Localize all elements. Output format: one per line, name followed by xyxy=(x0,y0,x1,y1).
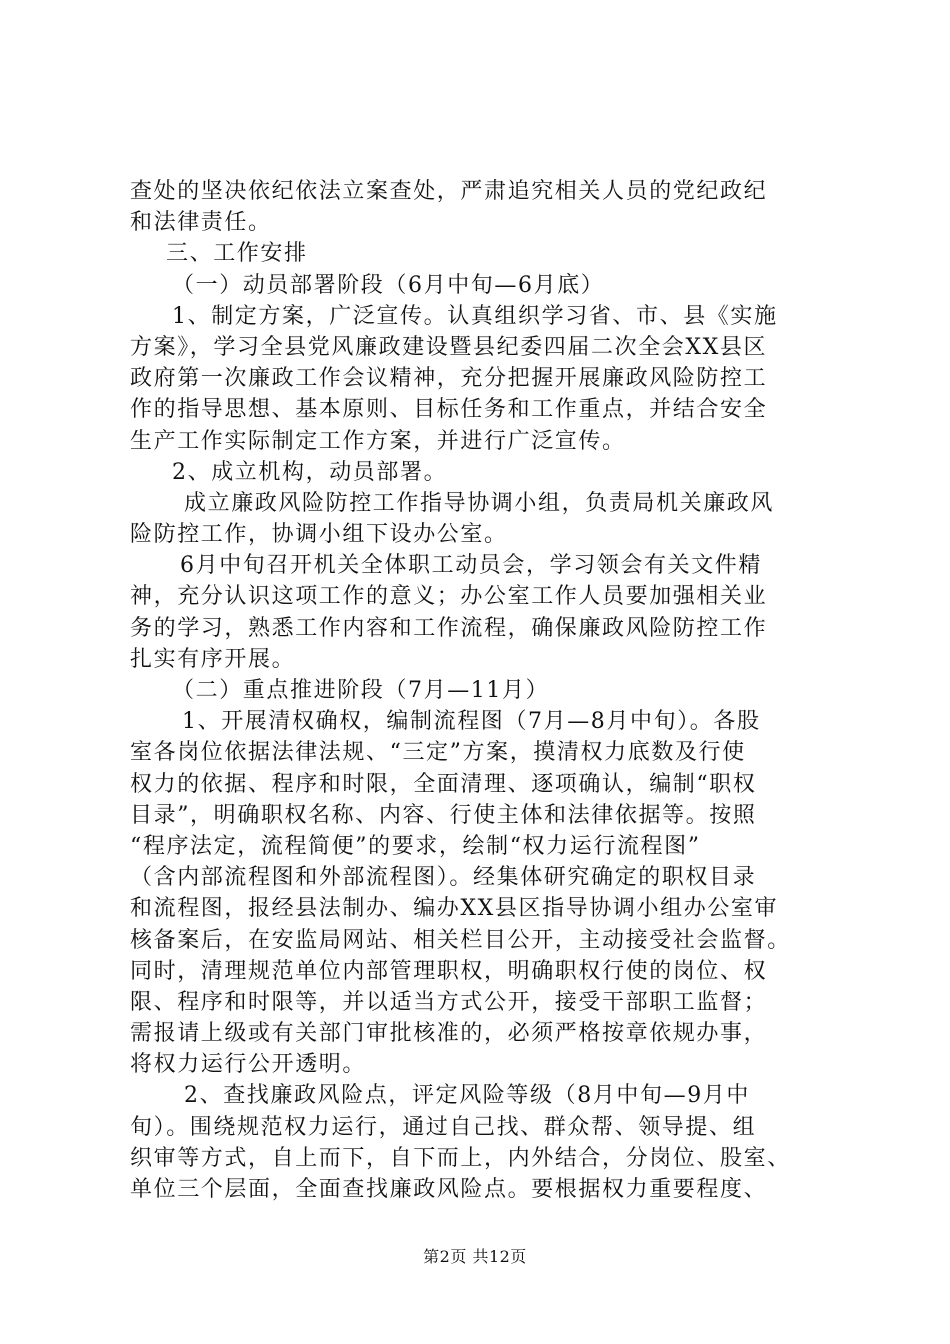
document-line: 目录”，明确职权名称、内容、行使主体和法律依据等。按照 xyxy=(130,802,757,828)
document-line: 作的指导思想、基本原则、目标任务和工作重点，并结合安全 xyxy=(130,397,768,423)
document-line: 神，充分认识这项工作的意义；办公室工作人员要加强相关业 xyxy=(130,584,768,610)
document-line: 2、查找廉政风险点，评定风险等级（8月中旬—9月中 xyxy=(184,1083,750,1109)
document-line: 将权力运行公开透明。 xyxy=(130,1052,367,1078)
document-line: （一）动员部署阶段（6月中旬—6月底） xyxy=(172,272,605,298)
page-number: 第2页 共12页 xyxy=(423,1247,527,1266)
document-line: 查处的坚决依纪依法立案查处，严肃追究相关人员的党纪政纪 xyxy=(130,179,768,204)
document-line: （含内部流程图和外部流程图）。经集体研究确定的职权目录 xyxy=(130,865,757,891)
document-line: 扎实有序开展。 xyxy=(130,646,296,672)
document-line: 同时，清理规范单位内部管理职权，明确职权行使的岗位、权 xyxy=(130,958,768,984)
document-line: 三、工作安排 xyxy=(166,241,308,267)
document-line: 2、成立机构，动员部署。 xyxy=(172,459,448,485)
document-line: 旬）。围绕规范权力运行，通过自己找、群众帮、领导提、组 xyxy=(130,1114,757,1140)
document-line: “程序法定，流程简便”的要求，绘制“权力运行流程图” xyxy=(130,833,701,859)
document-line: 险防控工作，协调小组下设办公室。 xyxy=(130,522,508,548)
document-line: 需报请上级或有关部门审批核准的，必须严格按章依规办事， xyxy=(130,1021,768,1047)
document-line: （二）重点推进阶段（7月—11月） xyxy=(172,678,550,703)
document-line: 1、制定方案，广泛宣传。认真组织学习省、市、县《实施 xyxy=(172,303,778,329)
document-line: 生产工作实际制定工作方案，并进行广泛宣传。 xyxy=(130,428,626,454)
document-line: 方案》，学习全县党风廉政建设暨县纪委四届二次全会XX县区 xyxy=(130,334,768,360)
document-line: 和流程图，报经县法制办、编办XX县区指导协调小组办公室审 xyxy=(130,896,779,922)
document-line: 和法律责任。 xyxy=(130,210,272,236)
document-line: 务的学习，熟悉工作内容和工作流程，确保廉政风险防控工作 xyxy=(130,615,768,641)
document-line: 1、开展清权确权，编制流程图（7月—8月中旬）。各股 xyxy=(182,709,761,735)
document-line: 成立廉政风险防控工作指导协调小组，负责局机关廉政风 xyxy=(184,490,775,516)
document-line: 权力的依据、程序和时限，全面清理、逐项确认，编制“职权 xyxy=(130,771,757,797)
document-body xyxy=(130,176,835,1205)
document-line: 单位三个层面，全面查找廉政风险点。要根据权力重要程度、 xyxy=(130,1177,768,1202)
document-line: 核备案后，在安监局网站、相关栏目公开，主动接受社会监督。 xyxy=(130,927,791,953)
document-line: 政府第一次廉政工作会议精神，充分把握开展廉政风险防控工 xyxy=(130,366,768,392)
document-line: 室各岗位依据法律法规、“三定”方案，摸清权力底数及行使 xyxy=(130,740,746,766)
document-line: 6月中旬召开机关全体职工动员会，学习领会有关文件精 xyxy=(180,553,762,579)
document-line: 限、程序和时限等，并以适当方式公开，接受干部职工监督； xyxy=(130,989,768,1015)
document-line: 织审等方式，自上而下，自下而上，内外结合，分岗位、股室、 xyxy=(130,1145,791,1171)
